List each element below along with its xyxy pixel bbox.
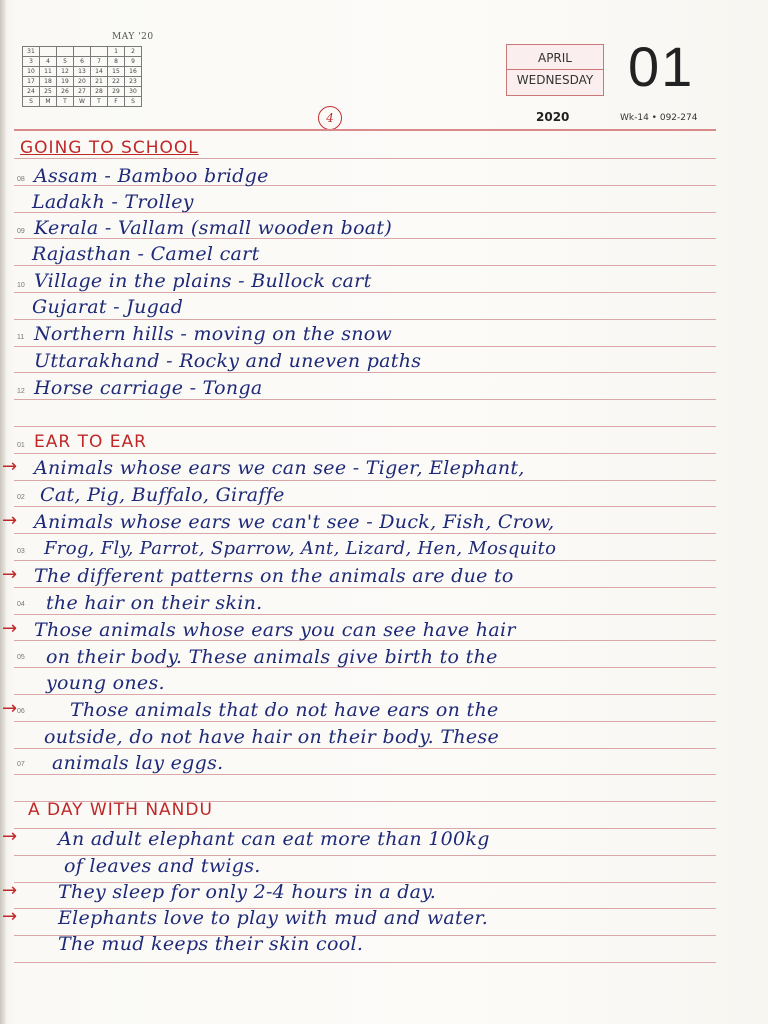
arrow-bullet: → <box>2 510 18 531</box>
calendar-day-cell: 3 <box>23 57 40 67</box>
mini-calendar-grid <box>22 46 142 107</box>
calendar-week-row <box>23 47 142 57</box>
note-line: Northern hills - moving on the snow <box>34 323 393 345</box>
calendar-day-cell: M <box>40 97 57 107</box>
calendar-day-cell: 16 <box>125 67 142 77</box>
arrow-bullet: → <box>2 880 18 901</box>
week-info: Wk-14 • 092-274 <box>620 113 698 123</box>
ruled-line <box>14 774 716 775</box>
calendar-day-cell: 1 <box>108 47 125 57</box>
ruled-line <box>14 962 716 963</box>
note-line: Frog, Fly, Parrot, Sparrow, Ant, Lizard, Hen, Mosquito <box>44 538 557 559</box>
month-label: APRIL <box>537 51 572 65</box>
calendar-day-cell: 19 <box>57 77 74 87</box>
ruled-line <box>14 480 716 481</box>
note-line: Elephants love to play with mud and water. <box>58 907 489 929</box>
calendar-day-cell: 11 <box>40 67 57 77</box>
calendar-day-cell: 31 <box>23 47 40 57</box>
mini-calendar-month: MAY '20 <box>112 32 154 42</box>
note-line: animals lay eggs. <box>52 752 224 774</box>
note-line: Assam - Bamboo bridge <box>34 165 269 187</box>
margin-number: 06 <box>17 708 25 715</box>
calendar-day-cell: 12 <box>57 67 74 77</box>
note-line: They sleep for only 2-4 hours in a day. <box>58 881 437 903</box>
calendar-day-cell: 10 <box>23 67 40 77</box>
calendar-day-cell: 26 <box>57 87 74 97</box>
calendar-week-row <box>23 87 142 97</box>
calendar-day-cell: 5 <box>57 57 74 67</box>
margin-number: 10 <box>17 282 25 289</box>
margin-number: 01 <box>17 442 25 449</box>
date-box-divider <box>507 69 603 70</box>
arrow-bullet: → <box>2 456 18 477</box>
calendar-day-cell: 24 <box>23 87 40 97</box>
note-line: Those animals that do not have ears on the <box>70 699 499 721</box>
calendar-day-cell: 27 <box>74 87 91 97</box>
arrow-bullet: → <box>2 618 18 639</box>
calendar-day-cell: 29 <box>108 87 125 97</box>
note-line: outside, do not have hair on their body. These <box>44 726 499 748</box>
ruled-line <box>14 319 716 320</box>
note-line: Rajasthan - Camel cart <box>32 243 260 265</box>
note-line: Kerala - Vallam (small wooden boat) <box>34 217 393 239</box>
date-box <box>506 44 604 96</box>
note-line: Uttarakhand - Rocky and uneven paths <box>34 350 422 372</box>
arrow-bullet: → <box>2 564 18 585</box>
calendar-day-cell: S <box>23 97 40 107</box>
note-line: on their body. These animals give birth to the <box>46 646 498 668</box>
ruled-line <box>14 158 716 159</box>
heading-a-day-with-nandu: A DAY WITH NANDU <box>28 800 213 820</box>
ruled-line <box>14 346 716 347</box>
note-line: Gujarat - Jugad <box>32 296 184 318</box>
calendar-day-cell: 9 <box>125 57 142 67</box>
day-number: 01 <box>628 35 695 98</box>
calendar-day-cell: T <box>91 97 108 107</box>
note-line: Animals whose ears we can't see - Duck, Fish, Crow, <box>34 511 555 533</box>
calendar-day-cell: 25 <box>40 87 57 97</box>
calendar-day-cell: 30 <box>125 87 142 97</box>
calendar-day-cell: 6 <box>74 57 91 67</box>
ruled-line <box>14 533 716 534</box>
ruled-line <box>14 560 716 561</box>
ruled-line <box>14 372 716 373</box>
arrow-bullet: → <box>2 906 18 927</box>
margin-number: 03 <box>17 548 25 555</box>
ruled-line <box>14 587 716 588</box>
ruled-line <box>14 748 716 749</box>
note-line: Ladakh - Trolley <box>32 191 194 213</box>
calendar-day-cell: 7 <box>91 57 108 67</box>
note-line: Cat, Pig, Buffalo, Giraffe <box>40 484 285 506</box>
margin-number: 07 <box>17 761 25 768</box>
calendar-day-cell: S <box>125 97 142 107</box>
note-line: the hair on their skin. <box>46 592 263 614</box>
calendar-day-cell: T <box>57 97 74 107</box>
margin-number: 05 <box>17 654 25 661</box>
note-line: The mud keeps their skin cool. <box>58 933 364 955</box>
note-line: Village in the plains - Bullock cart <box>34 270 372 292</box>
arrow-bullet: → <box>2 698 18 719</box>
margin-number: 02 <box>17 494 25 501</box>
note-line: Animals whose ears we can see - Tiger, Elephant, <box>34 457 525 479</box>
margin-number: 12 <box>17 388 25 395</box>
ruled-line <box>14 506 716 507</box>
calendar-day-cell: 23 <box>125 77 142 87</box>
page-number: 4 <box>318 106 342 130</box>
calendar-day-cell <box>74 47 91 57</box>
margin-number: 08 <box>17 176 25 183</box>
heading-going-to-school: GOING TO SCHOOL <box>20 138 199 158</box>
calendar-day-cell: 17 <box>23 77 40 87</box>
note-line: The different patterns on the animals are due to <box>34 565 514 587</box>
note-line: of leaves and twigs. <box>64 855 261 877</box>
calendar-week-row <box>23 57 142 67</box>
calendar-week-row <box>23 67 142 77</box>
calendar-day-cell: 8 <box>108 57 125 67</box>
ruled-line <box>14 399 716 400</box>
ruled-line <box>14 265 716 266</box>
header-rule <box>14 129 716 131</box>
calendar-day-cell <box>40 47 57 57</box>
ruled-line <box>14 694 716 695</box>
ruled-line <box>14 453 716 454</box>
calendar-day-cell: 22 <box>108 77 125 87</box>
year-label: 2020 <box>536 110 570 124</box>
calendar-day-cell: F <box>108 97 125 107</box>
ruled-line <box>14 614 716 615</box>
calendar-day-cell: 15 <box>108 67 125 77</box>
calendar-day-cell <box>91 47 108 57</box>
margin-number: 04 <box>17 601 25 608</box>
calendar-day-cell: W <box>74 97 91 107</box>
calendar-day-cell: 14 <box>91 67 108 77</box>
calendar-day-cell <box>57 47 74 57</box>
margin-number: 11 <box>17 334 25 341</box>
calendar-week-row <box>23 77 142 87</box>
note-line: Horse carriage - Tonga <box>34 377 263 399</box>
note-line: Those animals whose ears you can see have hair <box>34 619 516 641</box>
calendar-day-cell: 13 <box>74 67 91 77</box>
calendar-day-cell: 20 <box>74 77 91 87</box>
note-line: young ones. <box>46 672 165 694</box>
calendar-day-cell: 28 <box>91 87 108 97</box>
note-line: An adult elephant can eat more than 100kg <box>58 828 490 850</box>
ruled-line <box>14 721 716 722</box>
ruled-line <box>14 292 716 293</box>
heading-ear-to-ear: EAR TO EAR <box>34 432 147 452</box>
margin-number: 09 <box>17 228 25 235</box>
ruled-line <box>14 426 716 427</box>
calendar-day-cell: 21 <box>91 77 108 87</box>
weekday-label: WEDNESDAY <box>516 73 594 87</box>
calendar-day-cell: 4 <box>40 57 57 67</box>
arrow-bullet: → <box>2 826 18 847</box>
calendar-day-cell: 18 <box>40 77 57 87</box>
calendar-week-row <box>23 97 142 107</box>
calendar-day-cell: 2 <box>125 47 142 57</box>
